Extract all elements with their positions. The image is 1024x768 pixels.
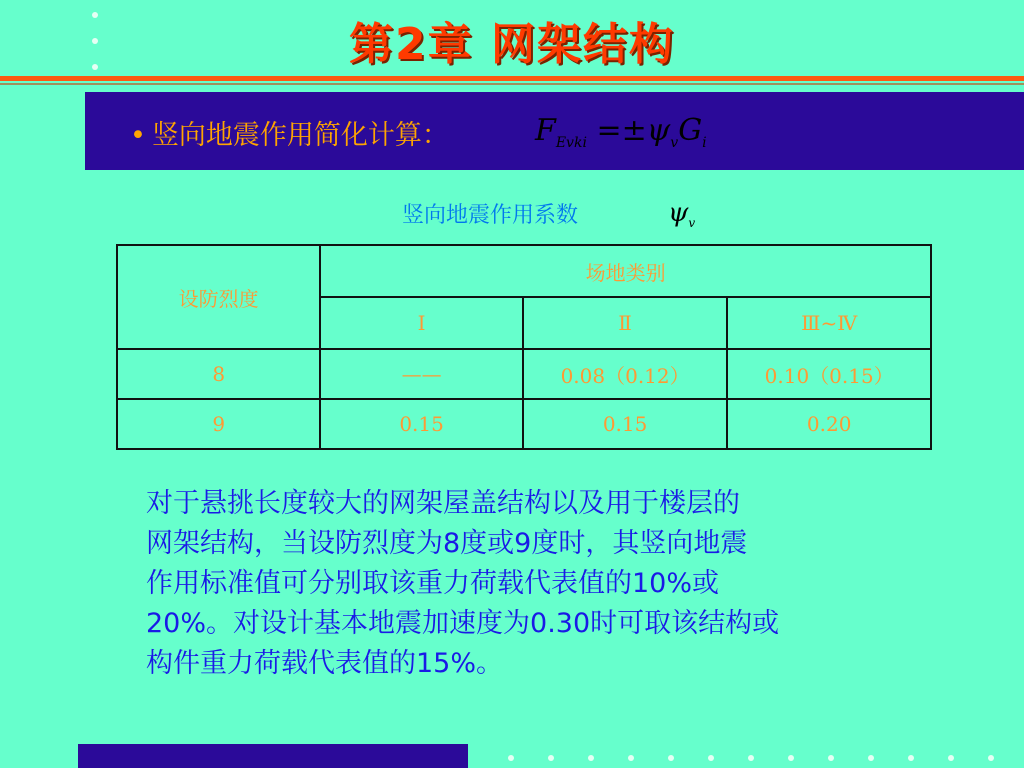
decorative-dots-bottom bbox=[508, 755, 1008, 765]
site-class-1: Ⅰ bbox=[320, 297, 522, 349]
coefficient-symbol bbox=[668, 198, 695, 230]
formula-G: G bbox=[678, 113, 703, 148]
formula-psi-sub: v bbox=[670, 135, 679, 151]
paragraph-line: 网架结构，当设防烈度为8度或9度时，其竖向地震 bbox=[146, 528, 748, 559]
decorative-dot bbox=[868, 755, 874, 761]
coefficient-label: 竖向地震作用系数 bbox=[402, 203, 579, 228]
cell-value: 0.20 bbox=[727, 399, 931, 449]
cell-value: 0.15 bbox=[320, 399, 522, 449]
decorative-dot bbox=[748, 755, 754, 761]
paragraph-line: 对于悬挑长度较大的网架屋盖结构以及用于楼层的 bbox=[146, 488, 740, 519]
site-class-2: Ⅱ bbox=[523, 297, 728, 349]
formula-G-sub: i bbox=[702, 135, 707, 151]
banner-label: 竖向地震作用简化计算： bbox=[151, 120, 449, 151]
bullet-icon: • bbox=[130, 120, 146, 151]
decorative-dot bbox=[628, 755, 634, 761]
cell-value: 0.10（0.15） bbox=[727, 349, 931, 399]
decorative-dot bbox=[588, 755, 594, 761]
slide-title: 第2章 网架结构 bbox=[349, 19, 675, 70]
decorative-dot bbox=[828, 755, 834, 761]
coefficient-psi: ψ bbox=[668, 198, 689, 228]
body-paragraph bbox=[146, 484, 916, 684]
table-row bbox=[117, 349, 931, 399]
banner-bullet-line bbox=[130, 113, 449, 152]
formula-F-sub: Evki bbox=[555, 135, 587, 151]
table-row bbox=[117, 399, 931, 449]
paragraph-line: 作用标准值可分别取该重力荷载代表值的10%或 bbox=[146, 568, 720, 599]
cell-value: —— bbox=[320, 349, 522, 399]
header-site-class: 场地类别 bbox=[320, 245, 931, 297]
cell-intensity: 9 bbox=[117, 399, 320, 449]
formula-F: F bbox=[535, 113, 556, 148]
decorative-dot bbox=[788, 755, 794, 761]
formula-psi: ψ bbox=[646, 113, 671, 148]
decorative-dot bbox=[948, 755, 954, 761]
decorative-dot bbox=[708, 755, 714, 761]
cell-value: 0.08（0.12） bbox=[523, 349, 728, 399]
title-divider-shadow bbox=[0, 83, 1024, 85]
decorative-dot bbox=[508, 755, 514, 761]
decorative-dot bbox=[908, 755, 914, 761]
decorative-dot bbox=[548, 755, 554, 761]
footer-bar bbox=[78, 744, 468, 768]
coefficient-psi-sub: v bbox=[688, 216, 696, 231]
paragraph-line: 构件重力荷载代表值的15%。 bbox=[146, 648, 504, 679]
formula-operator: =± bbox=[586, 113, 647, 148]
cell-intensity: 8 bbox=[117, 349, 320, 399]
header-intensity: 设防烈度 bbox=[117, 245, 320, 349]
cell-value: 0.15 bbox=[523, 399, 728, 449]
formula bbox=[535, 113, 707, 151]
paragraph-line: 20%。对设计基本地震加速度为0.30时可取该结构或 bbox=[146, 608, 780, 639]
title-divider bbox=[0, 76, 1024, 81]
decorative-dot bbox=[668, 755, 674, 761]
coefficient-table bbox=[116, 244, 932, 450]
decorative-dot bbox=[988, 755, 994, 761]
site-class-3-4: Ⅲ~Ⅳ bbox=[727, 297, 931, 349]
